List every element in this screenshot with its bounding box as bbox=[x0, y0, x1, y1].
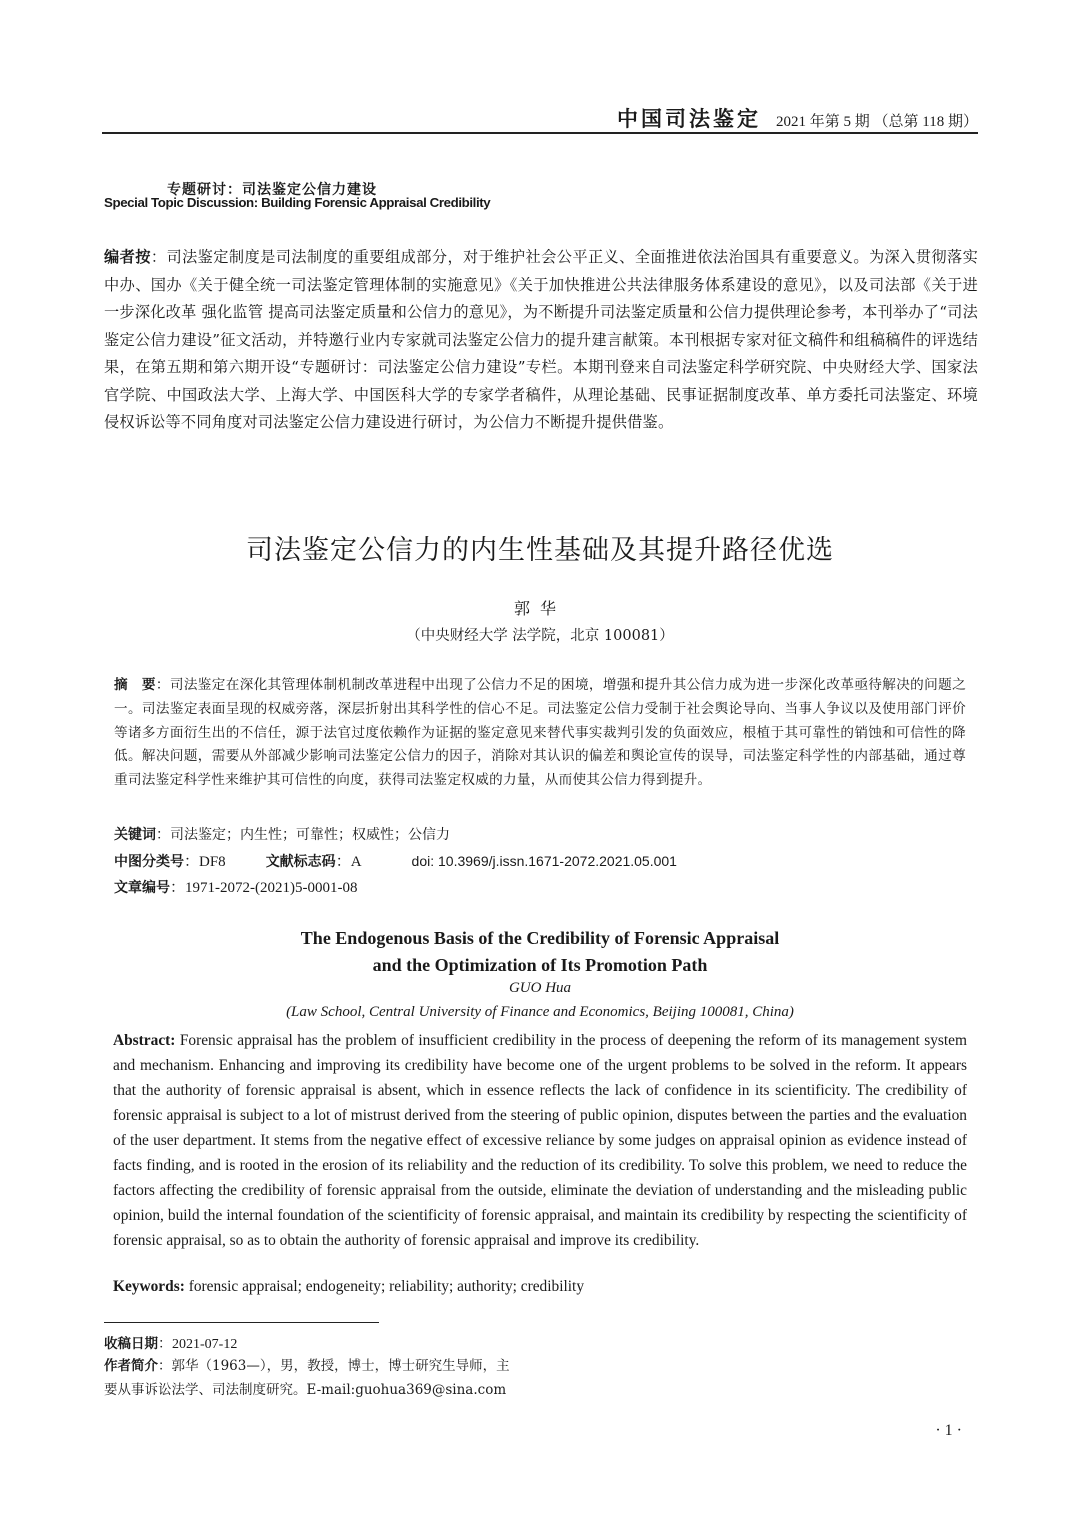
article-title-en bbox=[0, 925, 1080, 979]
abstract-cn-label: 摘 要 bbox=[114, 677, 156, 693]
abstract-en-label: Abstract: bbox=[113, 1032, 176, 1049]
received-date bbox=[104, 1332, 237, 1353]
keywords-cn-text: ：司法鉴定；内生性；可靠性；权威性；公信力 bbox=[156, 827, 450, 843]
author-bio-line1: ：郭华（1963—），男，教授，博士，博士研究生导师，主 bbox=[158, 1358, 510, 1374]
keywords-cn bbox=[114, 824, 450, 844]
abstract-en bbox=[113, 1028, 967, 1253]
author-affiliation-en: (Law School, Central University of Finance and Economics, Beijing 100081, China) bbox=[286, 1004, 794, 1020]
issue-info: 2021 年第 5 期 （总第 118 期） bbox=[776, 114, 978, 130]
doc-code-value: ：A bbox=[335, 854, 362, 870]
clc-value: ：DF8 bbox=[184, 854, 226, 870]
page-number: · 1 · bbox=[935, 1422, 962, 1439]
abstract-cn bbox=[114, 674, 966, 793]
keywords-cn-label: 关键词 bbox=[114, 827, 156, 843]
doc-code-label: 文献标志码 bbox=[265, 854, 336, 870]
article-title-cn: 司法鉴定公信力的内生性基础及其提升路径优选 bbox=[246, 535, 834, 566]
editor-note-text: ：司法鉴定制度是司法制度的重要组成部分，对于维护社会公平正义、全面推进依法治国具有重要意义。为深入贯彻落实中办、国办《关于健全统一司法鉴定管理体制的实施意见》《关于加快推进公共法律服务体系建设的意见》，以及司法部《关于进一步深化改革 强化监管 提高司法鉴定质量和公信力的意见》，为不断提升司法鉴定质量和公信力提供理论参考，本刊举办了“司法鉴定公信力建设”征文活动，并特邀行业内专家就司法鉴定公信力的提升建言献策。本刊根据专家对征文稿件和组稿稿件的评选结果，在第五期和第六期开设“专题研讨：司法鉴定公信力建设”专栏。本期刊登来自司法鉴定科学研究院、中央财经大学、国家法官学院、中国政法大学、上海大学、中国医科大学的专家学者稿件，从理论基础、民事证据制度改革、单方委托司法鉴定、环境侵权诉讼等不同角度对司法鉴定公信力建设进行研讨，为公信力不断提升提供借鉴。 bbox=[104, 248, 978, 431]
author-bio-line2: 要从事诉讼法学、司法制度研究。E-mail:guohua369@sina.com bbox=[104, 1382, 507, 1398]
footnote-rule bbox=[104, 1322, 379, 1323]
keywords-en-label: Keywords: bbox=[113, 1278, 185, 1295]
editor-note-label: 编者按 bbox=[104, 248, 151, 266]
clc-label: 中图分类号 bbox=[114, 854, 184, 870]
running-header bbox=[0, 103, 978, 133]
topic-heading-en: Special Topic Discussion: Building Forensic Appraisal Credibility bbox=[104, 195, 491, 210]
article-number-value: ：1971-2072-(2021)5-0001-08 bbox=[170, 880, 358, 896]
article-number bbox=[114, 876, 357, 897]
doi: doi: 10.3969/j.issn.1671-2072.2021.05.001 bbox=[411, 853, 677, 869]
author-name-en: GUO Hua bbox=[508, 980, 572, 996]
author-name-cn: 郭华 bbox=[513, 599, 566, 618]
keywords-en bbox=[113, 1278, 584, 1296]
received-date-value: ：2021-07-12 bbox=[158, 1337, 238, 1352]
author-bio-label: 作者简介 bbox=[104, 1358, 158, 1374]
header-rule bbox=[102, 132, 978, 134]
topic-heading-cn: 专题研讨：司法鉴定公信力建设 bbox=[167, 182, 377, 198]
abstract-en-text: Forensic appraisal has the problem of insufficient credibility in the process of deepening the reform of its management system and mechanism. Enhancing and improving its credibility have become one of the urgent problems to be solved in the reform. It appears that the authority of forensic appraisal is absent, which in essence reflects the lack of confidence in its scientificity. The credibility of forensic appraisal is subject to a lot of mistrust derived from the steering of public opinion, disputes between the parties and the evaluation of the user department. It stems from the negative effect of excessive reliance by some judges on appraisal opinion as evidence instead of facts finding, and is rooted in the erosion of its reliability and the reduction of its credibility. To solve this problem, we need to reduce the factors affecting the credibility of forensic appraisal from the outside, eliminate the deviation of understanding and the misleading public opinion, build the internal foundation of the scientificity of forensic appraisal, and maintain its credibility by respecting the scientificity of forensic appraisal, so as to obtain the authority of forensic appraisal and improve its credibility. bbox=[113, 1032, 967, 1249]
classification-line bbox=[114, 850, 677, 871]
received-date-label: 收稿日期 bbox=[104, 1336, 158, 1352]
journal-name: 中国司法鉴定 bbox=[616, 107, 761, 131]
editor-note bbox=[104, 244, 978, 437]
article-number-label: 文章编号 bbox=[114, 880, 170, 896]
author-bio bbox=[104, 1354, 510, 1402]
keywords-en-text: forensic appraisal; endogeneity; reliability; authority; credibility bbox=[188, 1278, 585, 1295]
article-title-en-line2: and the Optimization of Its Promotion Path bbox=[372, 955, 708, 975]
author-affiliation-cn: （中央财经大学 法学院，北京 100081） bbox=[406, 628, 674, 644]
abstract-cn-text: ：司法鉴定在深化其管理体制机制改革进程中出现了公信力不足的困境，增强和提升其公信力成为进一步深化改革亟待解决的问题之一。司法鉴定表面呈现的权威旁落，深层折射出其科学性的信心不足。司法鉴定公信力受制于社会舆论导向、当事人争议以及使用部门评价等诸多方面衍生出的不信任，源于法官过度依赖作为证据的鉴定意见来替代事实裁判引发的负面效应，根植于其可靠性的销蚀和可信性的降低。解决问题，需要从外部减少影响司法鉴定公信力的因子，消除对其认识的偏差和舆论宣传的误导，司法鉴定科学性的内部基础，通过尊重司法鉴定科学性来维护其可信性的向度，获得司法鉴定权威的力量，从而使其公信力得到提升。 bbox=[114, 677, 966, 789]
article-title-en-line1: The Endogenous Basis of the Credibility of Forensic Appraisal bbox=[300, 928, 780, 948]
